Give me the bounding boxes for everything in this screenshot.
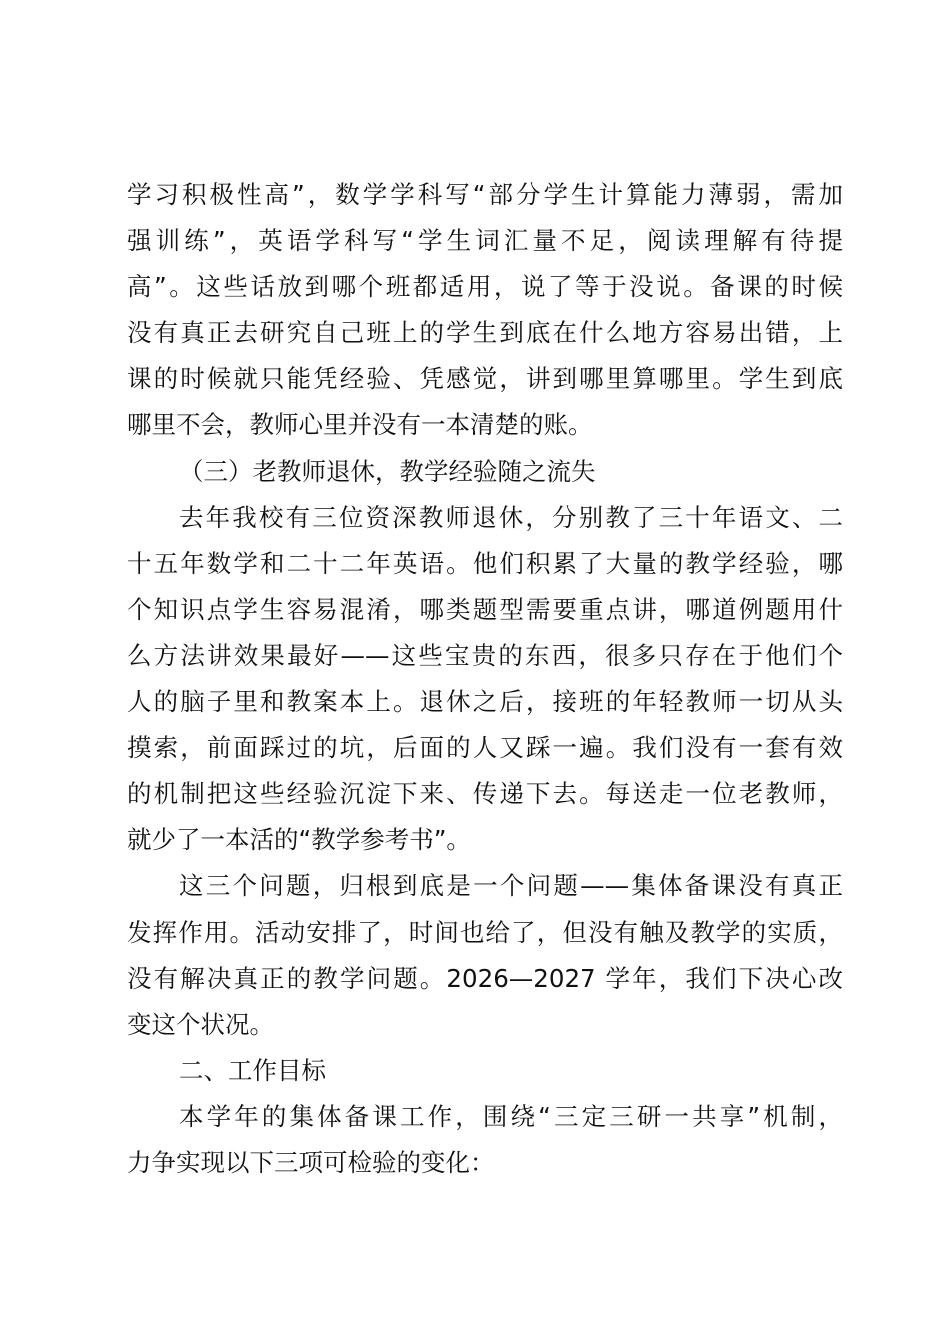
text-line: 么方法讲效果最好——这些宝贵的东西，很多只存在于他们个 — [127, 640, 843, 670]
text-line: 的机制把这些经验沉淀下来、传递下去。每送走一位老教师， — [127, 779, 843, 809]
text-line: 十五年数学和二十二年英语。他们积累了大量的教学经验，哪 — [127, 548, 843, 578]
text-line: 力争实现以下三项可检验的变化： — [127, 1147, 495, 1177]
text-line: 没有解决真正的教学问题。2026—2027 学年，我们下决心改 — [127, 963, 843, 993]
text-line: 课的时候就只能凭经验、凭感觉，讲到哪里算哪里。学生到底 — [127, 364, 843, 394]
text-line: 去年我校有三位资深教师退休，分别教了三十年语文、二 — [179, 502, 843, 532]
text-line: 哪里不会，教师心里并没有一本清楚的账。 — [127, 410, 593, 440]
text-line: 这三个问题，归根到底是一个问题——集体备课没有真正 — [179, 871, 843, 901]
text-line: 强训练”，英语学科写“学生词汇量不足，阅读理解有待提 — [127, 226, 843, 256]
text-line: 本学年的集体备课工作，围绕“三定三研一共享”机制， — [179, 1101, 843, 1131]
text-line: 没有真正去研究自己班上的学生到底在什么地方容易出错，上 — [127, 318, 843, 348]
text-line: 学习积极性高”，数学学科写“部分学生计算能力薄弱，需加 — [127, 180, 843, 209]
text-line: 高”。这些话放到哪个班都适用，说了等于没说。备课的时候 — [127, 272, 843, 302]
body-text — [127, 172, 843, 1186]
text-line: 就少了一本活的“教学参考书”。 — [127, 825, 471, 855]
text-line: 摸索，前面踩过的坑，后面的人又踩一遍。我们没有一套有效 — [127, 733, 843, 763]
text-line: 个知识点学生容易混淆，哪类题型需要重点讲，哪道例题用什 — [127, 594, 843, 624]
text-line: 发挥作用。活动安排了，时间也给了，但没有触及教学的实质， — [127, 917, 843, 947]
section-heading: （三）老教师退休，教学经验随之流失 — [179, 456, 596, 486]
text-line: 人的脑子里和教案本上。退休之后，接班的年轻教师一切从头 — [127, 687, 843, 717]
text-line: 变这个状况。 — [127, 1009, 274, 1039]
section-heading: 二、工作目标 — [179, 1055, 326, 1085]
